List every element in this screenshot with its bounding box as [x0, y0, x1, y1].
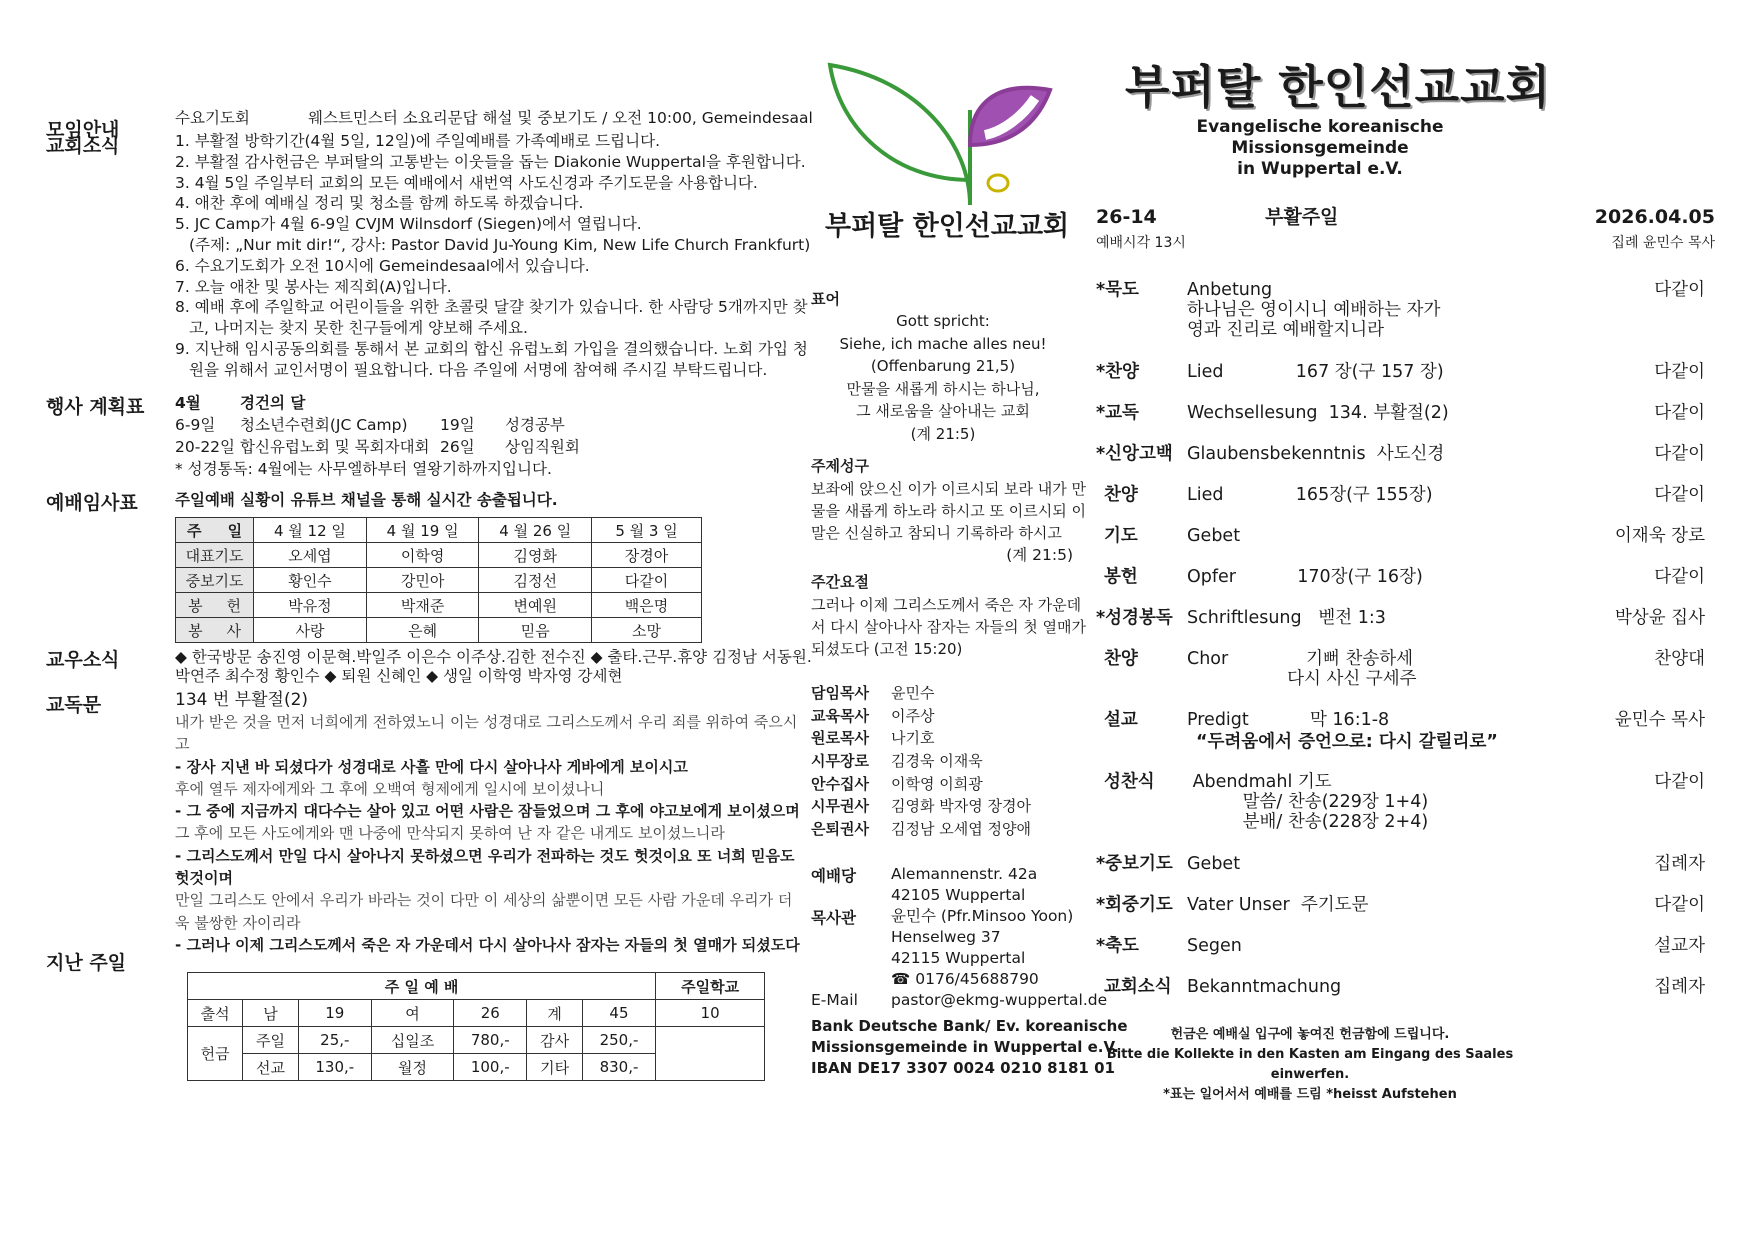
- address-line: 42105 Wuppertal: [891, 886, 1026, 904]
- issue-number: 26-14: [1096, 206, 1157, 228]
- order-item-leader: 찬양대: [1654, 649, 1705, 669]
- reading-label: 교독문: [46, 694, 102, 716]
- theme-ref: (계 21:5): [1006, 546, 1073, 564]
- staff-role: 교육목사: [811, 706, 869, 725]
- schedule-name-cell: 박유정: [254, 593, 367, 618]
- staff-role: 담임목사: [811, 684, 869, 702]
- footer-line: 헌금은 예배실 입구에 놓여진 헌금함에 드립니다.: [1170, 1027, 1450, 1042]
- address-line: 42115 Wuppertal: [891, 949, 1026, 967]
- order-item-leader: 다같이: [1654, 485, 1705, 505]
- event-date: 19일: [440, 416, 475, 434]
- last-week-cell: 26: [454, 1000, 527, 1027]
- staff-role: 시무권사: [811, 797, 869, 816]
- last-week-cell: 월정: [372, 1054, 454, 1081]
- schedule-header-cell: 4 월 12 일: [254, 518, 367, 543]
- event-name: 합신유럽노회 및 목회자대회: [240, 438, 430, 456]
- event-name: 상임직원회: [505, 438, 580, 456]
- last-week-cell: 10: [656, 1000, 765, 1027]
- order-item-german: Gebet: [1187, 526, 1241, 546]
- news-item: 1. 부활절 방학기간(4월 5일, 12일)에 주일예배를 가족예배로 드립니다.: [175, 132, 660, 150]
- subtitle-line: in Wuppertal e.V.: [1237, 159, 1403, 179]
- theme-line: 말은 신실하고 참되니 기록하라 하시고: [811, 524, 1062, 542]
- order-item-leader: 박상윤 집사: [1614, 608, 1705, 628]
- last-week-table: [187, 972, 765, 1081]
- order-item-german: Glaubensbekenntnis 사도신경: [1187, 444, 1445, 464]
- schedule-name-cell: 박재준: [366, 593, 479, 618]
- order-item-korean: *성경봉독: [1096, 608, 1173, 628]
- last-week-cell: 19: [298, 1000, 371, 1027]
- order-item-german: Bekanntmachung: [1187, 977, 1342, 997]
- order-item-german: Abendmahl 기도: [1187, 772, 1332, 792]
- table-row: [176, 593, 702, 618]
- motto-label: 표어: [811, 290, 840, 308]
- staff-row: [811, 682, 935, 705]
- schedule-name-cell: 변예원: [479, 593, 592, 618]
- officiant: 집례 윤민수 목사: [1611, 235, 1715, 251]
- schedule-header-cell: 4 월 19 일: [366, 518, 479, 543]
- order-item-german: Schriftlesung 벧전 1:3: [1187, 608, 1386, 628]
- order-item-german: Anbetung: [1187, 280, 1273, 300]
- order-item-leader: 다같이: [1654, 895, 1705, 915]
- bank-line: Missionsgemeinde in Wuppertal e.V.: [811, 1038, 1119, 1056]
- motto-line: (계 21:5): [910, 424, 976, 443]
- manse-address: [891, 906, 1073, 990]
- order-item-german: Predigt 막 16:1-8: [1187, 710, 1390, 730]
- last-week-cell: 선교: [243, 1054, 298, 1081]
- last-week-label: 지난 주일: [46, 952, 127, 974]
- bank-info: [811, 1016, 1128, 1079]
- order-item-leader: 집례자: [1654, 977, 1705, 997]
- schedule-name-cell: 소망: [592, 618, 702, 643]
- weekly-text: [811, 594, 1086, 660]
- order-item-german: Opfer 170장(구 16장): [1187, 567, 1423, 587]
- reading-leader-line: 만일 그리스도 안에서 우리가 바라는 것이 다만 이 세상의 삶뿐이면 모든 사람 가운데 우리가 더: [175, 891, 793, 910]
- schedule-name-cell: 백은명: [592, 593, 702, 618]
- reading-congregation-line: - 그리스도께서 만일 다시 살아나지 못하셨으면 우리가 전파하는 것도 헛것이요 또 너희 믿음도: [175, 846, 795, 865]
- news-item: 3. 4월 5일 주일부터 교회의 모든 예배에서 새번역 사도신경과 주기도문을 사용합니다.: [175, 173, 758, 192]
- seed-icon: [988, 175, 1008, 191]
- events-month: 4월: [175, 394, 201, 412]
- order-item-korean: 성찬식: [1104, 772, 1155, 792]
- schedule-label: 예배임사표: [46, 492, 138, 514]
- order-item-korean: *찬양: [1096, 362, 1139, 382]
- manse-label: 목사관: [811, 909, 856, 927]
- order-item-leader: 다같이: [1654, 444, 1705, 464]
- order-item-korean: 찬양: [1104, 485, 1138, 505]
- bank-line: Bank Deutsche Bank/ Ev. koreanische: [811, 1017, 1128, 1035]
- order-item-korean: 기도: [1104, 526, 1138, 546]
- last-week-cell: 헌금: [188, 1027, 243, 1081]
- event-date: 6-9일: [175, 416, 216, 434]
- schedule-header-cell: 4 월 26 일: [479, 518, 592, 543]
- table-row: [176, 568, 702, 593]
- last-week-cell: 25,-: [298, 1027, 371, 1054]
- schedule-name-cell: 사랑: [254, 618, 367, 643]
- phone-line: ☎ 0176/45688790: [891, 970, 1039, 988]
- motto-line: (Offenbarung 21,5): [870, 357, 1016, 375]
- email-link[interactable]: pastor@ekmg-wuppertal.de: [891, 991, 1108, 1009]
- reading-leader-line: 고: [175, 735, 190, 754]
- schedule-name-cell: 은혜: [366, 618, 479, 643]
- staff-list: [811, 682, 1031, 841]
- schedule-name-cell: 강민아: [366, 568, 479, 593]
- motto-line: Gott spricht:: [896, 312, 990, 330]
- meeting-name: 수요기도회: [175, 109, 250, 127]
- staff-name: 김영화 박자영 장경아: [891, 797, 1031, 816]
- last-week-cell: 계: [527, 1000, 582, 1027]
- reading-congregation-line: - 그러나 이제 그리스도께서 죽은 자 가운데서 다시 살아나사 잠자는 자들의 첫 열매가 되셨도다: [175, 935, 800, 954]
- last-week-cell: 100,-: [454, 1054, 527, 1081]
- event-date: 26일: [440, 438, 475, 456]
- order-item-korean: 찬양: [1104, 649, 1138, 669]
- staff-name: 김경욱 이재욱: [891, 752, 983, 771]
- staff-row: [811, 818, 1031, 841]
- theme-line: 물을 새롭게 하노라 하시고 또 이르시되 이: [811, 502, 1086, 520]
- order-item-korean: *축도: [1096, 936, 1139, 956]
- address-line: 윤민수 (Pfr.Minsoo Yoon): [891, 907, 1074, 925]
- subtitle-line: Evangelische koreanische Missionsgemeinde: [1196, 117, 1444, 158]
- order-item-detail: 하나님은 영이시니 예배하는 자가: [1187, 300, 1441, 320]
- last-week-header: 주 일 예 배: [188, 973, 656, 1000]
- church-logo: [820, 50, 1080, 210]
- footer-line: Bitte die Kollekte in den Kasten am Eingang des Saales einwerfen.: [1106, 1047, 1514, 1082]
- staff-name: 이학영 이희광: [891, 774, 983, 793]
- last-week-cell: 출석: [188, 1000, 243, 1027]
- order-item-german: Lied 167 장(구 157 장): [1187, 362, 1444, 382]
- schedule-name-cell: 오세엽: [254, 543, 367, 568]
- order-item-leader: 윤민수 목사: [1614, 710, 1705, 730]
- order-item-detail: 분배/ 찬송(228장 2+4): [1187, 812, 1429, 832]
- staff-row: [811, 773, 983, 796]
- order-item-leader: 다같이: [1654, 362, 1705, 382]
- order-item-leader: 다같이: [1654, 567, 1705, 587]
- schedule-name-cell: 믿음: [479, 618, 592, 643]
- footer-line: *표는 일어서서 예배를 드림 *heisst Aufstehen: [1163, 1087, 1457, 1102]
- last-week-cell: 130,-: [298, 1054, 371, 1081]
- staff-name: 이주상: [891, 706, 935, 725]
- church-address: [891, 864, 1037, 906]
- weekly-line: 그러나 이제 그리스도께서 죽은 자 가운데: [811, 596, 1082, 614]
- theme-line: 보좌에 앉으신 이가 이르시되 보라 내가 만: [811, 480, 1086, 498]
- events-theme: 경건의 달: [240, 394, 306, 412]
- events-label: 행사 계획표: [46, 396, 145, 418]
- purple-leaf-icon: [970, 88, 1050, 145]
- schedule-name-cell: 김영화: [479, 543, 592, 568]
- bank-line: IBAN DE17 3307 0024 0210 8181 01: [811, 1059, 1115, 1077]
- reading-congregation-line: 헛것이며: [175, 869, 233, 888]
- staff-name: 나기호: [891, 729, 935, 748]
- staff-row: [811, 750, 983, 773]
- last-week-cell: [656, 1027, 765, 1081]
- order-item-leader: 다같이: [1654, 280, 1705, 300]
- motto-line: Siehe, ich mache alles neu!: [839, 334, 1047, 353]
- news-item: 고, 나머지는 찾지 못한 친구들에게 양보해 주세요.: [189, 319, 528, 338]
- last-week-cell: 기타: [527, 1054, 582, 1081]
- event-name: 청소년수련회(JC Camp): [240, 416, 408, 434]
- news-item: 4. 애찬 후에 예배실 정리 및 청소를 함께 하도록 하겠습니다.: [175, 194, 584, 213]
- staff-row: [811, 705, 935, 728]
- staff-name: 김정남 오세엽 정양애: [891, 820, 1031, 839]
- event-date: 20-22일: [175, 438, 236, 456]
- schedule-name-cell: 장경아: [592, 543, 702, 568]
- order-item-korean: 봉헌: [1104, 567, 1138, 587]
- last-week-cell: 여: [372, 1000, 454, 1027]
- news-item: 원을 위해서 교인서명이 필요합니다. 다음 주일에 서명에 참여해 주시길 부탁드립니다.: [189, 360, 768, 379]
- service-time: 예배시각 13시: [1096, 235, 1186, 251]
- address-line: Henselweg 37: [891, 928, 1001, 946]
- order-item-leader: 다같이: [1654, 772, 1705, 792]
- staff-row: [811, 727, 935, 750]
- schedule-name-cell: 김정선: [479, 568, 592, 593]
- staff-role: 시무장로: [811, 752, 869, 771]
- order-item-korean: 설교: [1104, 710, 1138, 730]
- members-line: ◆ 한국방문 송진영 이문혁.박일주 이은수 이주상.김한 전수진 ◆ 출타.근무.휴양 김정남 서동원.: [175, 648, 812, 666]
- order-item-korean: *중보기도: [1096, 854, 1173, 874]
- news-item: 7. 오늘 애찬 및 봉사는 제직회(A)입니다.: [175, 277, 452, 296]
- last-week-cell: 830,-: [582, 1054, 655, 1081]
- last-week-cell: 감사: [527, 1027, 582, 1054]
- order-item-german: Chor 기뻐 찬송하세: [1187, 649, 1414, 669]
- last-week-cell: 780,-: [454, 1027, 527, 1054]
- order-item-korean: 교회소식: [1104, 977, 1172, 997]
- staff-row: [811, 795, 1031, 818]
- order-item-korean: *교독: [1096, 403, 1139, 423]
- order-item-detail: 다시 사신 구세주: [1187, 669, 1417, 689]
- theme-label: 주제성구: [811, 457, 869, 475]
- page-subtitle: [1120, 117, 1520, 180]
- news-item: 9. 지난해 임시공동의회를 통해서 본 교회의 합신 유럽노회 가입을 결의했습니다. 노회 가입 청: [175, 339, 808, 358]
- order-item-leader: 이재욱 장로: [1614, 526, 1705, 546]
- last-week-cell: 남: [243, 1000, 298, 1027]
- order-item-german: Vater Unser 주기도문: [1187, 895, 1369, 915]
- order-item-detail: 영과 진리로 예배할지니라: [1187, 320, 1385, 340]
- last-week-cell: 십일조: [372, 1027, 454, 1054]
- address-line: Alemannenstr. 42a: [891, 865, 1038, 883]
- last-week-school-header: 주일학교: [656, 973, 765, 1000]
- order-item-german: Gebet: [1187, 854, 1241, 874]
- order-item-leader: 집례자: [1654, 854, 1705, 874]
- sunday-name: 부활주일: [1265, 206, 1339, 228]
- schedule-role-cell: 봉 사: [176, 618, 254, 643]
- footer-notes: [1100, 1025, 1520, 1105]
- order-item-leader: 다같이: [1654, 403, 1705, 423]
- schedule-header-cell: 주 일: [176, 518, 254, 543]
- motto-text: [811, 310, 1075, 445]
- last-week-cell: 250,-: [582, 1027, 655, 1054]
- reading-leader-line: 욱 불쌍한 자이리라: [175, 913, 301, 932]
- email-label: E-Mail: [811, 991, 858, 1009]
- reading-leader-line: 후에 열두 제자에게와 그 후에 오백여 형제에게 일시에 보이셨나니: [175, 779, 605, 798]
- bulletin-date: 2026.04.05: [1594, 206, 1715, 228]
- last-week-cell: 주일: [243, 1027, 298, 1054]
- order-item-korean: *신앙고백: [1096, 444, 1173, 464]
- order-item-korean: *묵도: [1096, 280, 1139, 300]
- reading-title: 134 번 부활절(2): [175, 690, 309, 710]
- theme-text: [811, 478, 1086, 544]
- order-item-german: Lied 165장(구 155장): [1187, 485, 1433, 505]
- logo-caption: 부퍼탈 한인선교교회: [825, 211, 1070, 242]
- last-week-cell: 45: [582, 1000, 655, 1027]
- schedule-header-cell: 5 월 3 일: [592, 518, 702, 543]
- reading-text: [175, 711, 800, 956]
- order-item-detail: 말씀/ 찬송(229장 1+4): [1187, 792, 1429, 812]
- schedule-name-cell: 황인수: [254, 568, 367, 593]
- table-row: [176, 618, 702, 643]
- staff-role: 원로목사: [811, 729, 869, 748]
- news-item: 5. JC Camp가 4월 6-9일 CVJM Wilnsdorf (Siegen)에서 열립니다.: [175, 215, 642, 234]
- page-title: 부퍼탈 한인선교교회: [1125, 60, 1551, 114]
- weekly-line: 되셨도다 (고전 15:20): [811, 640, 963, 658]
- news-item: 8. 예배 후에 주일학교 어린이들을 위한 초콜릿 달걀 찾기가 있습니다. 한 사람당 5개까지만 찾: [175, 298, 808, 317]
- staff-role: 은퇴권사: [811, 820, 869, 839]
- reading-congregation-line: - 장사 지낸 바 되셨다가 성경대로 사흘 만에 다시 살아나사 게바에게 보이시고: [175, 757, 688, 776]
- news-item: 6. 수요기도회가 오전 10시에 Gemeindesaal에서 있습니다.: [175, 256, 590, 275]
- motto-line: 그 새로움을 살아내는 교회: [856, 402, 1030, 420]
- order-item-german: Segen: [1187, 936, 1242, 956]
- schedule-name-cell: 이학영: [366, 543, 479, 568]
- news-item: (주제: „Nur mit dir!“, 강사: Pastor David Ju-Young Kim, New Life Church Frankfurt): [189, 235, 811, 254]
- weekly-label: 주간요절: [811, 573, 869, 591]
- weekly-line: 서 다시 살아나사 잠자는 자들의 첫 열매가: [811, 618, 1086, 636]
- order-item-leader: 설교자: [1654, 936, 1705, 956]
- schedule-role-cell: 봉 헌: [176, 593, 254, 618]
- order-item-korean: *회중기도: [1096, 895, 1173, 915]
- members-line: 박연주 최수정 황인수 ◆ 퇴원 신혜인 ◆ 생일 이학영 박자영 강세현: [175, 667, 623, 685]
- schedule-role-cell: 중보기도: [176, 568, 254, 593]
- sermon-title: “두려움에서 증언으로: 다시 갈릴리로”: [1196, 732, 1498, 752]
- event-name: 성경공부: [505, 416, 565, 434]
- reading-congregation-line: - 그 중에 지금까지 대다수는 살아 있고 어떤 사람은 잠들었으며 그 후에 야고보에게 보이셨으며: [175, 802, 800, 821]
- schedule-notice: 주일예배 실황이 유튜브 채널을 통해 실시간 송출됩니다.: [175, 491, 558, 509]
- meeting-text: 웨스트민스터 소요리문답 해설 및 중보기도 / 오전 10:00, Gemeindesaal: [308, 109, 813, 127]
- reading-leader-line: 그 후에 모든 사도에게와 맨 나중에 만삭되지 못하여 난 자 같은 내게도 보이셨느니라: [175, 824, 725, 843]
- news-item: 2. 부활절 감사헌금은 부퍼탈의 고통받는 이웃들을 돕는 Diakonie Wuppertal을 후원합니다.: [175, 152, 806, 171]
- staff-role: 안수집사: [811, 774, 869, 793]
- events-note: * 성경통독: 4월에는 사무엘하부터 열왕기하까지입니다.: [175, 460, 552, 478]
- schedule-name-cell: 다같이: [592, 568, 702, 593]
- green-leaf-icon: [830, 65, 970, 205]
- staff-name: 윤민수: [891, 684, 935, 702]
- meeting-label: 모임안내: [46, 119, 120, 141]
- motto-line: 만물을 새롭게 하시는 하나님,: [846, 379, 1040, 398]
- news-list: [175, 131, 810, 381]
- table-row: [176, 543, 702, 568]
- schedule-table: [175, 517, 702, 643]
- order-item-german: Wechsellesung 134. 부활절(2): [1187, 403, 1449, 423]
- news-label: 교회소식: [46, 135, 120, 157]
- schedule-role-cell: 대표기도: [176, 543, 254, 568]
- church-address-label: 예배당: [811, 867, 856, 885]
- members-label: 교우소식: [46, 649, 120, 671]
- reading-leader-line: 내가 받은 것을 먼저 너희에게 전하였노니 이는 성경대로 그리스도께서 우리 죄를 위하여 죽으시: [175, 713, 798, 731]
